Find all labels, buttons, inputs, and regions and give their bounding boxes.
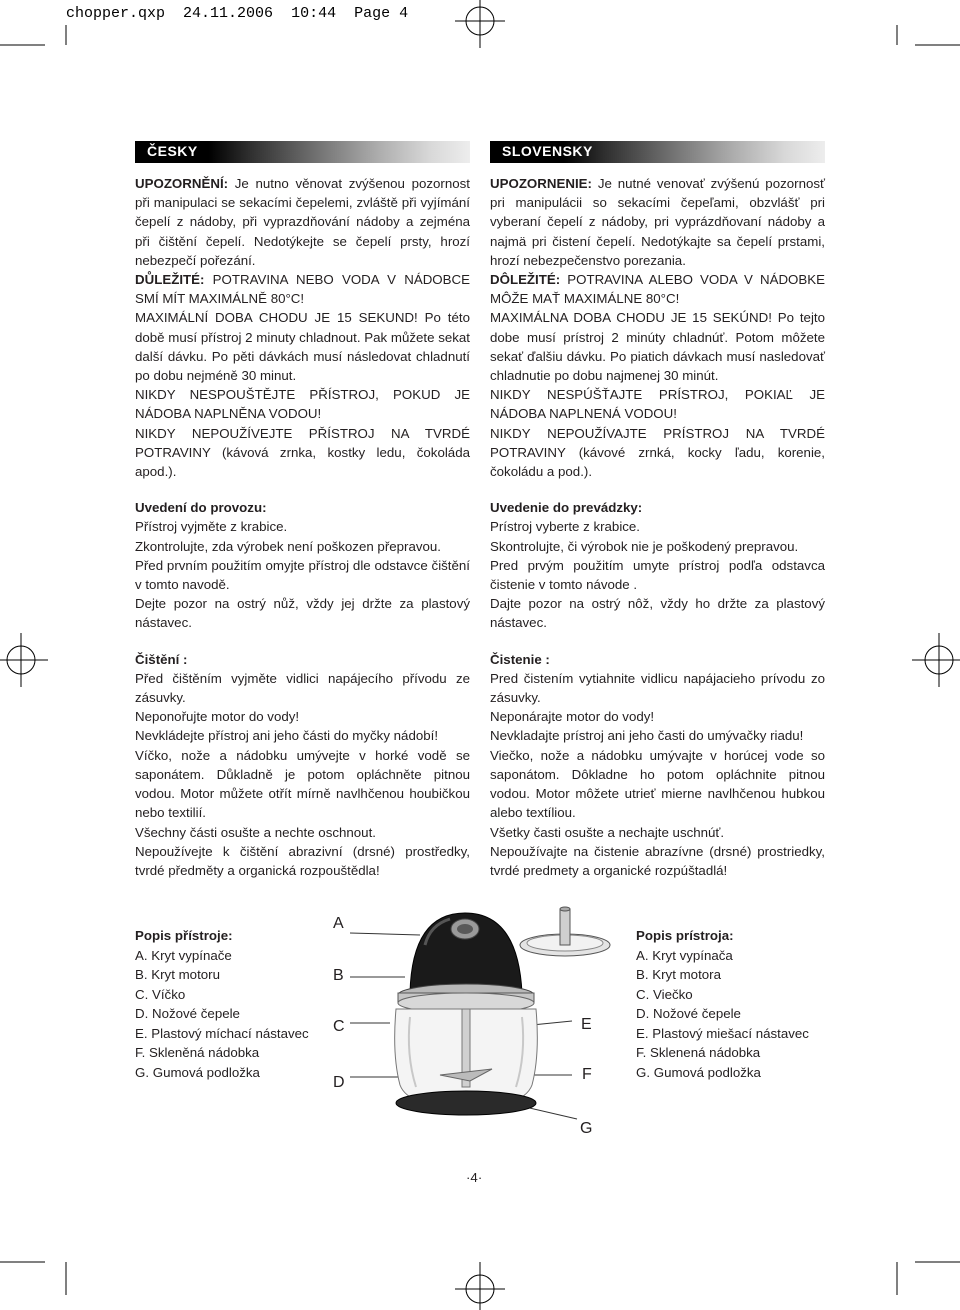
slug-date: 24.11.2006 — [183, 5, 274, 22]
cleaning-line: Neponořujte motor do vody! — [135, 709, 300, 725]
warning-text: Je nutné venovať zvýšenú pozornosť pri manipulácii so sekacími čepeľami, obzvlášť pri vyberaní čepelí z nádoby, pri vyprázdňovaní nádoby a najmä pri čistení čepelí. Nedotýkajte sa čepelí prstami, hrozí nebezpečenstvo porezania. — [490, 176, 825, 268]
cleaning-line: Nevkladajte prístroj ani jeho časti do umývačky riadu! — [490, 728, 804, 744]
legend-item: F. Skleněná nádobka — [135, 1045, 260, 1060]
startup-line: Dajte pozor na ostrý nôž, vždy ho držte za plastový nástavec. — [490, 596, 825, 631]
slovak-section-header: SLOVENSKY — [490, 141, 825, 163]
startup-line: Zkontrolujte, zda výrobek není poškozen přepravou. — [135, 538, 442, 554]
figure-label-d: D — [333, 1074, 345, 1091]
warning-label: UPOZORNĚNÍ: — [135, 176, 229, 191]
startup-line: Skontrolujte, či výrobok nie je poškodený prepravou. — [490, 538, 799, 554]
legend-item: F. Sklenená nádobka — [636, 1045, 761, 1060]
czech-column — [135, 141, 470, 880]
figure-label-a: A — [333, 915, 344, 932]
figure-label-g: G — [580, 1120, 593, 1137]
cleaning-line: Neponárajte motor do vody! — [490, 709, 655, 725]
warning-text: Je nutno věnovat zvýšenou pozornost při manipulaci se sekacími čepelemi, zvláště při vyjímání čepelí z nádoby, při vyprazdňování nádoby a zejména při čištění čepelí. Nedotýkejte se čepelí prsty, hrozí nebezpečí pořezání. — [135, 176, 470, 268]
figure-label-f: F — [582, 1066, 592, 1083]
slug-time: 10:44 — [291, 5, 337, 22]
cleaning-title: Čištění : — [135, 651, 188, 667]
never-start-paragraph: NIKDY NESPÚŠŤAJTE PRÍSTROJ, POKIAĽ JE NÁDOBA NAPLNENÁ VODOU! — [490, 387, 825, 422]
max-runtime-paragraph: MAXIMÁLNÍ DOBA CHODU JE 15 SEKUND! Po této době musí přístroj 2 minuty chladnout. Pak můžete sekat další dávku. Po pěti dávkách musí následovat chladnutí po dobu nejméně 30 minut. — [135, 310, 470, 384]
startup-line: Před prvním použitím omyjte přístroj dle odstavce čištění v tomto navodě. — [135, 557, 470, 593]
cleaning-line: Nepoužívajte na čistenie abrazívne (drsné) prostriedky, tvrdé predmety a organické rozpúštadlá! — [490, 843, 825, 878]
startup-line: Pred prvým použitím umyte prístroj podľa odstavca čistenie v tomto návode . — [490, 557, 825, 593]
warning-paragraph — [135, 174, 470, 270]
legend-item: E. Plastový míchací nástavec — [135, 1025, 309, 1041]
slug-page: Page 4 — [354, 5, 409, 22]
legend-title: Popis prístroja: — [636, 928, 734, 943]
legend-item: G. Gumová podložka — [636, 1064, 761, 1080]
legend-item: A. Kryt vypínače — [135, 947, 232, 963]
important-label: DŮLEŽITÉ: — [135, 272, 205, 288]
cleaning-line: Pred čistením vytiahnite vidlicu napájacieho prívodu zo zásuvky. — [490, 670, 825, 706]
figure-label-b: B — [333, 967, 344, 984]
legend-item: C. Víčko — [135, 986, 186, 1002]
important-label: DÔLEŽITÉ: — [490, 272, 561, 288]
startup-line: Dejte pozor na ostrý nůž, vždy jej držte za plastový nástavec. — [135, 596, 470, 631]
warning-label: UPOZORNENIE: — [490, 176, 592, 191]
legend-item: A. Kryt vypínača — [636, 947, 733, 963]
important-text: POTRAVINA NEBO VODA V NÁDOBCE SMÍ MÍT MAXIMÁLNĚ 80°C! — [135, 272, 470, 307]
legend-title: Popis přístroje: — [135, 928, 233, 943]
parts-legend-slovak — [636, 926, 809, 1082]
parts-legend-czech — [135, 926, 309, 1082]
legend-item: B. Kryt motoru — [135, 967, 220, 982]
cleaning-line: Viečko, nože a nádobku umývajte v horúcej vode so saponátom. Dôkladne ho potom opláchnite pitnou vodou. Motor môžete utrieť mierne navlhčenou hubkou alebo textíliou. — [490, 747, 825, 821]
important-paragraph — [490, 270, 825, 308]
figure-label-e: E — [581, 1016, 592, 1033]
cleaning-title: Čistenie : — [490, 651, 550, 667]
legend-item: G. Gumová podložka — [135, 1064, 260, 1080]
legend-item: D. Nožové čepele — [636, 1006, 741, 1021]
cleaning-line: Nepoužívejte k čištění abrazivní (drsné) prostředky, tvrdé předměty a organická rozpouštědla! — [135, 843, 470, 878]
startup-line: Přístroj vyjměte z krabice. — [135, 519, 288, 535]
legend-item: E. Plastový miešací nástavec — [636, 1025, 809, 1041]
slug-filename: chopper.qxp — [66, 5, 166, 22]
cleaning-line: Všechny části osušte a nechte oschnout. — [135, 824, 376, 840]
important-text: POTRAVINA ALEBO VODA V NÁDOBKE MÔŽE MAŤ MAXIMÁLNE 80°C! — [490, 272, 825, 307]
legend-item: B. Kryt motora — [636, 967, 721, 982]
startup-title: Uvedení do provozu: — [135, 500, 267, 516]
never-hard-food-paragraph: NIKDY NEPOUŽÍVAJTE PRÍSTROJ NA TVRDÉ POTRAVINY (kávové zrnká, kocky ľadu, korenie, čokoládu a pod.). — [490, 425, 825, 480]
cleaning-line: Víčko, nože a nádobku umývejte v horké vodě se saponátem. Důkladně je potom opláchněte pitnou vodou. Motor můžete otřít mírně navlhčenou houbičkou nebo textilií. — [135, 747, 470, 821]
legend-item: C. Viečko — [636, 986, 693, 1002]
legend-item: D. Nožové čepele — [135, 1006, 240, 1021]
startup-line: Prístroj vyberte z krabice. — [490, 519, 641, 535]
never-hard-food-paragraph: NIKDY NEPOUŽÍVEJTE PŘÍSTROJ NA TVRDÉ POTRAVINY (kávová zrnka, kostky ledu, čokoláda apod.). — [135, 425, 470, 480]
max-runtime-paragraph: MAXIMÁLNA DOBA CHODU JE 15 SEKÚND! Po tejto dobe musí prístroj 2 minúty chladnúť. Potom môžete sekať ďalšiu dávku. Po piatich dávkach musí nasledovať chladnutie po dobu najmenej 30 minút. — [490, 310, 825, 384]
cleaning-line: Před čištěním vyjměte vidlici napájecího přívodu ze zásuvky. — [135, 670, 470, 706]
cleaning-line: Nevkládejte přístroj ani jeho části do myčky nádobí! — [135, 728, 439, 744]
figure-label-c: C — [333, 1018, 345, 1035]
slovak-column — [490, 141, 825, 880]
cleaning-line: Všetky časti osušte a nechajte uschnúť. — [490, 824, 725, 840]
czech-section-header: ČESKY — [135, 141, 470, 163]
warning-paragraph — [490, 174, 825, 270]
startup-title: Uvedenie do prevádzky: — [490, 500, 643, 516]
page-number: ·4· — [466, 1170, 483, 1185]
never-start-paragraph: NIKDY NESPOUŠTĚJTE PŘÍSTROJ, POKUD JE NÁDOBA NAPLNĚNA VODOU! — [135, 387, 470, 422]
important-paragraph — [135, 270, 470, 308]
